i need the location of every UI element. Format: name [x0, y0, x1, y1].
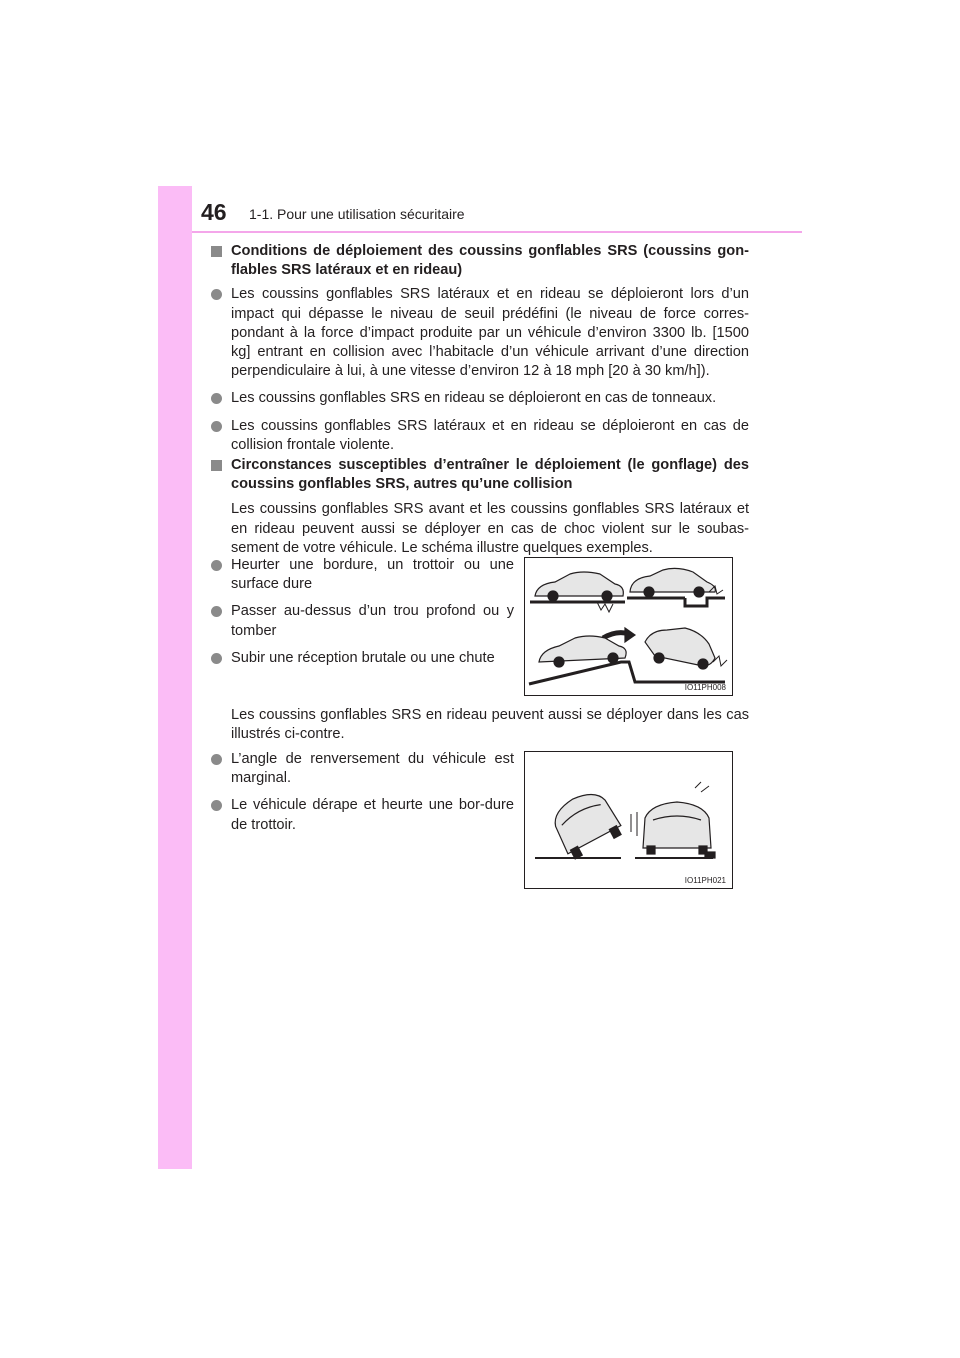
list-item: [211, 602, 514, 640]
figure-undercarriage-impacts: [524, 557, 733, 696]
list-item: [211, 750, 514, 788]
section-2-heading: [211, 456, 749, 494]
section-3-intro: Les coussins gonflables SRS en rideau peuvent aussi se déployer dans les cas illustrés ci-contre.: [231, 707, 749, 743]
list-item-text: Le véhicule dérape et heurte une bor-dure de trottoir.: [231, 797, 514, 833]
round-bullet-icon: [211, 754, 222, 765]
list-item: [211, 649, 514, 668]
list-item-text: Les coussins gonflables SRS en rideau se déploieront en cas de tonneaux.: [231, 390, 717, 407]
round-bullet-icon: [211, 606, 222, 617]
section-1: [211, 242, 749, 455]
round-bullet-icon: [211, 800, 222, 811]
list-item-text: Les coussins gonflables SRS latéraux et en rideau se déploieront lors d’un impact qui dépasse le niveau de seuil prédéfini (le niveau de force corres-pondant à la force d’impact produite par un véhicule d’environ 3300 lb. [1500 kg] entrant en collision avec l’habitacle d’un véhicule arrivant d’une direction perpendiculaire à lui, à une vitesse d’environ 12 à 18 mph [20 à 30 km/h]).: [231, 286, 749, 380]
header-rule: [192, 231, 802, 233]
figure-code: IO11PH008: [684, 683, 726, 692]
round-bullet-icon: [211, 289, 222, 300]
list-item: [211, 556, 514, 594]
list-item: [211, 389, 749, 408]
list-item-text: Heurter une bordure, un trottoir ou une surface dure: [231, 557, 514, 593]
list-item: [211, 417, 749, 455]
section-2: [211, 456, 749, 558]
figure-code: IO11PH021: [684, 876, 726, 885]
round-bullet-icon: [211, 560, 222, 571]
section-2-heading-text: Circonstances susceptibles d’entraîner le déploiement (le gonflage) des coussins gonflables SRS, autres qu’une collision: [231, 457, 749, 493]
square-bullet-icon: [211, 246, 222, 257]
side-tab-band: [158, 186, 192, 1169]
round-bullet-icon: [211, 421, 222, 432]
car-rollover-curb-illustration: [525, 752, 732, 888]
page-number: 46: [201, 199, 227, 225]
list-item: [211, 285, 749, 381]
list-item-text: Passer au-dessus d’un trou profond ou y tomber: [231, 603, 514, 639]
round-bullet-icon: [211, 653, 222, 664]
car-impact-illustration: [525, 558, 732, 695]
figure-curtain-airbag-cases: [524, 751, 733, 889]
section-3-list: [211, 750, 514, 835]
list-item-text: Subir une réception brutale ou une chute: [231, 649, 495, 666]
section-2-intro: Les coussins gonflables SRS avant et les coussins gonflables SRS latéraux et en rideau peuvent aussi se déployer en cas de choc violent sur le soubas-sement de votre véhicule. Le schéma illustre quelques exemples.: [231, 501, 749, 556]
list-item-text: Les coussins gonflables SRS latéraux et en rideau se déploieront en cas de collision frontale violente.: [231, 417, 749, 453]
round-bullet-icon: [211, 393, 222, 404]
section-1-heading: [211, 242, 749, 280]
section-title: 1-1. Pour une utilisation sécuritaire: [249, 206, 465, 222]
list-item-text: L’angle de renversement du véhicule est marginal.: [231, 751, 514, 787]
section-1-heading-text: Conditions de déploiement des coussins gonflables SRS (coussins gon-flables SRS latéraux et en rideau): [231, 243, 749, 279]
section-2-list: [211, 556, 514, 668]
square-bullet-icon: [211, 460, 222, 471]
list-item: [211, 796, 514, 834]
